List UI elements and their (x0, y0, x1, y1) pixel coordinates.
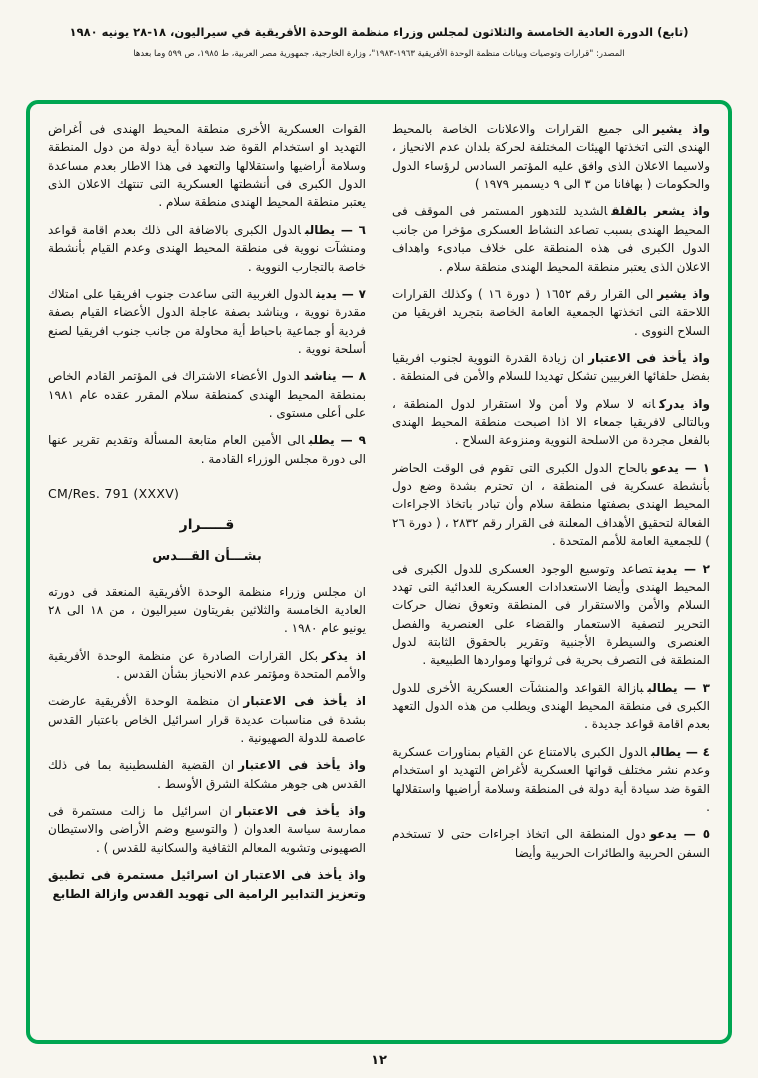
paragraph-lead: واذ يشعر بالقلق (611, 204, 710, 219)
paragraph (392, 285, 710, 340)
paragraph-lead: واذ يشير (653, 122, 710, 136)
numbered-item-2 (392, 560, 710, 670)
page-number: ١٢ (371, 1053, 387, 1068)
paragraph-lead: ٦ — يطالب (304, 222, 366, 237)
paragraph-text: الدول الغربية التى ساعدت جنوب افريقيا على امتلاك مقدرة نووية ، ويناشد بصفة عاجلة الدول الأعضاء القيام بصفة فردية أو جماعية باحباط أية محاولة من جانب جنوب افريقيا لصنع أسلحة نووية . (48, 286, 366, 356)
paragraph-text: ان اسرائيل ما زالت مستمرة فى ممارسة سياسة العدوان ( والتوسيع وضم الأراضى والاستيطان الصهيونى وتشويه المعالم الثقافية والسكانية للقدس ) . (48, 804, 366, 855)
paragraph-text: بالحاح الدول الكبرى التى تقوم فى الوقت الحاضر بأنشطة عسكرية فى المنطقة ، ان تحترم بشدة وضع دول المحيط الهندى بصفتها منطقة سلام وأن تبادر باتخاذ الاجراءات الفعالة لتحقيق الأهداف المعلنة فى القرار رقم ٢٨٣٢ ، ( دورة ٢٦ ) للجمعية العامة للأمم المتحدة . (392, 460, 710, 549)
paragraph-lead: ٣ — يطالب (647, 680, 710, 695)
paragraph-text: الى القرار رقم ١٦٥٢ ( دورة ١٦ ) وكذلك القرارات اللاحقة التى اتخذتها الجمعية العامة الخاصة بتجريد افريقيا من السلاح النووى . (392, 286, 710, 338)
paragraph-text: بكل القرارات الصادرة عن منظمة الوحدة الأفريقية والأمم المتحدة ومؤتمر عدم الانحياز بشأن القدس . (48, 648, 366, 681)
column-right (392, 120, 710, 1024)
resolution-title: قـــــرار (179, 517, 235, 534)
numbered-item-7 (48, 285, 366, 358)
paragraph-text: ان القضية الفلسطينية بما فى ذلك القدس هى جوهر مشكلة الشرق الأوسط . (48, 758, 366, 791)
resolution-subtitle: بشـــأن القـــدس (152, 548, 262, 564)
numbered-item-3 (392, 679, 710, 734)
paragraph-text: الشديد للتدهور المستمر فى الموقف فى المحيط الهندى بسبب تصاعد النشاط العسكرى مؤخرا من جانب الدول الكبرى فى هذه المنطقة على خلاف مبادىء واهداف الاعلان الذى يعتبر منطقة المحيط الهندى منطقة سلام . (392, 204, 710, 274)
green-border-frame (26, 100, 732, 1044)
paragraph-text: ان زيادة القدرة النووية لجنوب افريقيا بفضل حلفائها الغربيين تشكل تهديدا للسلام والأمن فى المنطقة . (392, 350, 710, 384)
paragraph (392, 202, 710, 275)
header-source-note: المصدر: "قرارات وتوصيات وبيانات منظمة الوحدة الأفريقية ١٩٦٣-١٩٨٣"، وزارة الخارجية، جمهورية مصر العربية، ط ١٩٨٥، ص ٥٩٩ وما بعدها (133, 49, 625, 60)
paragraph-lead: ٤ — يطالب (650, 744, 710, 759)
paragraph-text: ان مجلس وزراء منظمة الوحدة الأفريقية المنعقد فى دورته العادية الخامسة والثلاثين بفريتاون سيراليون ، من ١٨ الى ٢٨ يونيو عام ١٩٨٠ . (48, 584, 366, 636)
paragraph-text: الدول الكبرى بالاضافة الى ذلك بعدم اقامة قواعد ومنشآت نووية فى منطقة المحيط الهندى وعدم القيام بأنشطة خاصة بالتجارب النووية . (48, 222, 366, 274)
page-header (18, 24, 740, 59)
paragraph-lead: واذ يأخذ فى الاعتبار (588, 350, 710, 365)
paragraph-text: تصاعد وتوسيع الوجود العسكرى للدول الكبرى فى المحيط الهندى وأيضا الاستعدادات العسكرية العدائية التى تهدد السلام والأمن والاستقرار فى المنطقة وتعوق نضال حركات التحرير لتصفية الاستعمار والقضاء على العنصرية والفصل العنصرى والسيطرة الأجنبية وتقرير بالحقوق الثابتة لدول المنطقة فى التصرف بحرية فى ثرواتها ومواردها الطبيعية . (392, 561, 710, 668)
paragraph (48, 802, 366, 857)
paragraph (48, 692, 366, 747)
paragraph-lead: اذ يذكر (322, 648, 366, 663)
paragraph-lead: ٧ — يدين (316, 286, 366, 301)
paragraph (48, 866, 366, 903)
numbered-item-1 (392, 459, 710, 551)
paragraph (48, 756, 366, 793)
continuation-paragraph (48, 120, 366, 212)
header-title: (تابع) الدورة العادية الخامسة والثلاثون لمجلس وزراء منظمة الوحدة الأفريقية في سيراليون، ١٨-٢٨ يونيه ١٩٨٠ (69, 25, 689, 39)
paragraph-lead: واذ يدرك (659, 396, 710, 411)
paragraph-lead: ٩ — يطلب (308, 433, 366, 448)
paragraph-text: الى الأمين العام متابعة المسألة وتقديم تقرير عنها الى دورة مجلس الوزراء القادمة . (48, 433, 366, 466)
numbered-item-9 (48, 431, 366, 468)
paragraph (392, 349, 710, 386)
paragraph-text: ان منظمة الوحدة الأفريقية عارضت بشدة فى مناسبات عديدة قرار اسرائيل الخاص باعتبار القدس عاصمة للدولة الصهيونية . (48, 694, 366, 746)
paragraph-text: بازالة القواعد والمنشآت العسكرية الأخرى للدول الكبرى فى منطقة المحيط الهندى ويطلب من هذه الدول التعهد بعدم اقامة قواعد جديدة . (392, 680, 710, 732)
column-left (48, 120, 366, 1024)
paragraph-lead: واذ يأخذ فى الاعتبار (242, 868, 366, 883)
paragraph (48, 583, 366, 638)
paragraph (392, 395, 710, 450)
paragraph-text: الدول الكبرى بالامتناع عن القيام بمناورات عسكرية وعدم نشر مختلف قواتها العسكرية لأغراض التهديد او استخدام القوة ضد سيادة أية دولة فى المنطقة وسلامة أراضيها واستقلالها . (392, 744, 710, 814)
paragraph-lead: ١ — يدعو (651, 460, 710, 475)
numbered-item-4 (392, 743, 710, 816)
resolution-code: CM/Res. 791 (XXXV) (48, 486, 180, 502)
numbered-item-8 (48, 367, 366, 422)
paragraph-lead: واذ يأخذ فى الاعتبار (238, 758, 366, 773)
paragraph-text: انه لا سلام ولا أمن ولا استقرار لدول المنطقة ، وبالتالى لافريقيا جمعاء الا اذا اصبحت منطقة المحيط الهندى بالفعل مجردة من الاسلحة النووية ومنزوعة السلاح . (392, 396, 710, 448)
paragraph-text: القوات العسكرية الأخرى منطقة المحيط الهندى فى أغراض التهديد او استخدام القوة ضد سيادة أية دولة من دول المنطقة وسلامة أراضيها واستقلالها والتعهد فى هذا الاطار بعدم مساعدة الدول الكبرى فى أنشطتها العسكرية التى تنتهك الاعلان الذى يعتبر منطقة المحيط الهندى منطقة سلام . (48, 122, 366, 210)
numbered-item-6 (48, 221, 366, 276)
numbered-item-5 (392, 825, 710, 862)
paragraph-text: الى جميع القرارات والاعلانات الخاصة بالمحيط الهندى التى اتخذتها الهيئات المختلفة لحركة بلدان عدم الانحياز ، ولاسيما الاعلان الذى وافق عليه المؤتمر السادس لرؤساء الدول والحكومات ( بهافانا من ٣ الى ٩ ديسمبر ١٩٧٩ ) (392, 122, 710, 192)
paragraph-text: ان اسرائيل مستمرة فى تطبيق وتعزيز التدابير الرامية الى تهويد القدس وازالة الطابع (48, 868, 366, 901)
paragraph-lead: واذ يشير (657, 286, 710, 301)
paragraph-lead: ٥ — يدعو (649, 827, 710, 842)
paragraph-lead: واذ يأخذ فى الاعتبار (235, 804, 366, 819)
two-column-layout (48, 120, 710, 1024)
paragraph-text: دول المنطقة الى اتخاذ اجراءات حتى لا تستخدم السفن الحربية والطائرات الحربية وأيضا (392, 827, 710, 860)
paragraph (48, 647, 366, 684)
paragraph-text: الدول الأعضاء الاشتراك فى المؤتمر القادم الخاص بمنطقة المحيط الهندى كمنطقة سلام المقرر عقده عام ١٩٨١ على أعلى مستوى . (48, 369, 366, 421)
paragraph-lead: ٨ — يناشد (303, 369, 366, 384)
paragraph-lead: ٢ — يدين (656, 561, 710, 576)
paragraph-lead: اذ يأخذ فى الاعتبار (243, 694, 366, 709)
paragraph (392, 120, 710, 193)
